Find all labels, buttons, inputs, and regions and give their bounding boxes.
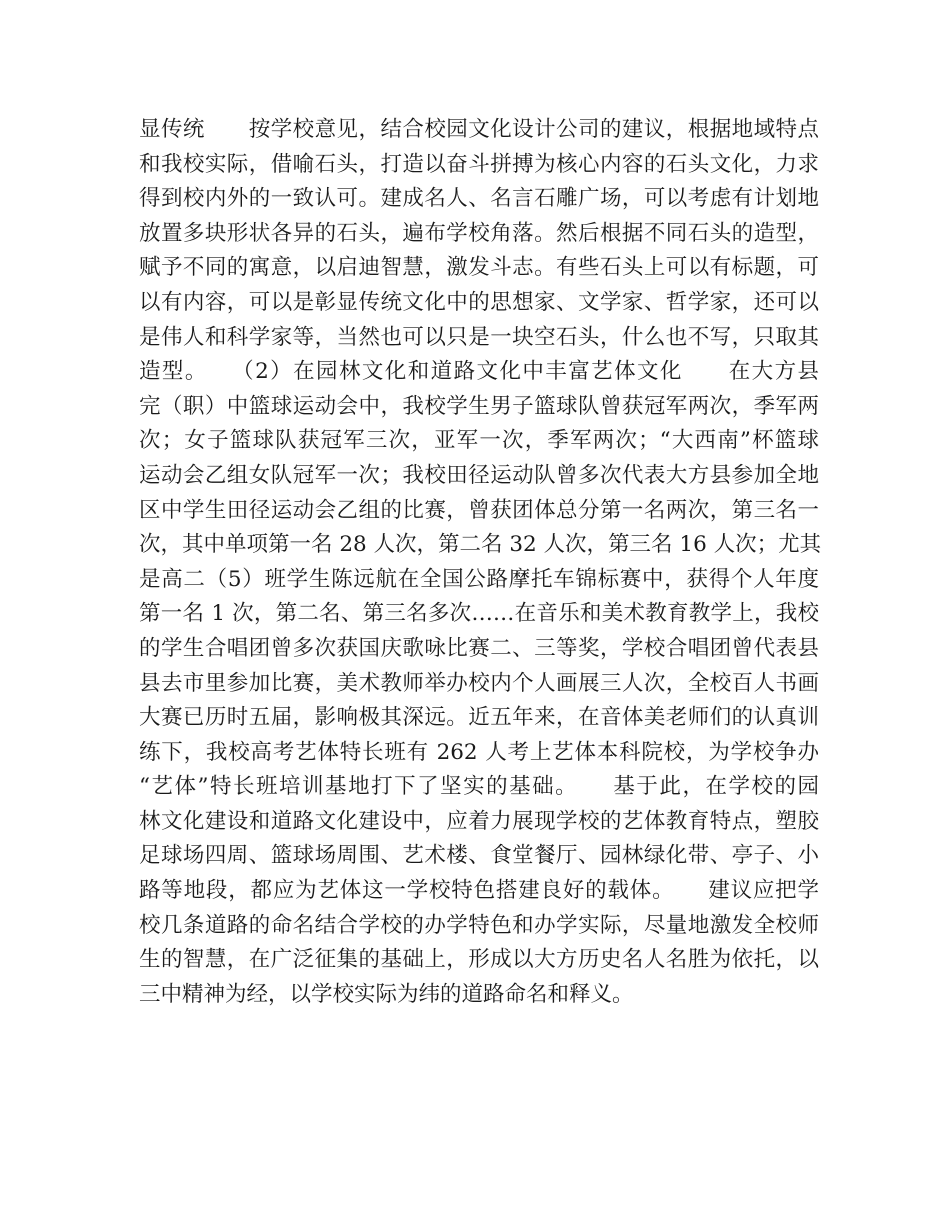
text-line: 和我校实际，借喻石头，打造以奋斗拼搏为核心内容的石头文化，力求 <box>139 151 819 177</box>
body-text <box>139 113 822 1012</box>
text-line: 生的智慧，在广泛征集的基础上，形成以大方历史名人名胜为依托，以 <box>139 947 819 973</box>
text-line: 放置多块形状各异的石头，遍布学校角落。然后根据不同石头的造型， <box>139 220 819 246</box>
text-line: 次；女子篮球队获冠军三次，亚军一次，季军两次；“大西南”杯篮球 <box>139 428 819 454</box>
text-line: 路等地段，都应为艺体这一学校特色搭建良好的载体。 建议应把学 <box>139 878 819 904</box>
text-line: 校几条道路的命名结合学校的办学特色和办学实际，尽量地激发全校师 <box>139 912 819 938</box>
text-line: 是伟人和科学家等，当然也可以只是一块空石头，什么也不写，只取其 <box>139 324 819 350</box>
text-line: 区中学生田径运动会乙组的比赛，曾获团体总分第一名两次，第三名一 <box>139 497 819 523</box>
text-line: 赋予不同的寓意，以启迪智慧，激发斗志。有些石头上可以有标题，可 <box>139 255 819 281</box>
text-line: 三中精神为经，以学校实际为纬的道路命名和释义。 <box>139 981 634 1007</box>
text-line: 显传统 按学校意见，结合校园文化设计公司的建议，根据地域特点 <box>139 117 819 142</box>
text-line: 林文化建设和道路文化建设中，应着力展现学校的艺体教育特点，塑胶 <box>139 808 819 834</box>
text-line: 得到校内外的一致认可。建成名人、名言石雕广场，可以考虑有计划地 <box>139 186 819 212</box>
text-line: 完（职）中篮球运动会中，我校学生男子篮球队曾获冠军两次，季军两 <box>139 393 819 419</box>
text-line: 次，其中单项第一名 28 人次，第二名 32 人次，第三名 16 人次；尤其 <box>139 532 822 558</box>
text-line: 足球场四周、篮球场周围、艺术楼、食堂餐厅、园林绿化带、亭子、小 <box>139 843 819 869</box>
text-line: 运动会乙组女队冠军一次；我校田径运动队曾多次代表大方县参加全地 <box>139 462 819 488</box>
text-line: 以有内容，可以是彰显传统文化中的思想家、文学家、哲学家，还可以 <box>139 289 819 315</box>
text-line: “艺体”特长班培训基地打下了坚实的基础。 基于此，在学校的园 <box>139 774 819 800</box>
text-line: 造型。 （2）在园林文化和道路文化中丰富艺体文化 在大方县 <box>139 359 819 385</box>
text-line: 第一名 1 次，第二名、第三名多次……在音乐和美术教育教学上，我校 <box>139 601 819 627</box>
text-line: 的学生合唱团曾多次获国庆歌咏比赛二、三等奖，学校合唱团曾代表县 <box>139 635 819 661</box>
text-line: 县去市里参加比赛，美术教师举办校内个人画展三人次，全校百人书画 <box>139 670 819 696</box>
text-line: 是高二（5）班学生陈远航在全国公路摩托车锦标赛中，获得个人年度 <box>139 566 819 592</box>
text-line: 练下，我校高考艺体特长班有 262 人考上艺体本科院校，为学校争办 <box>139 739 819 765</box>
text-line: 大赛已历时五届，影响极其深远。近五年来，在音体美老师们的认真训 <box>139 705 819 731</box>
